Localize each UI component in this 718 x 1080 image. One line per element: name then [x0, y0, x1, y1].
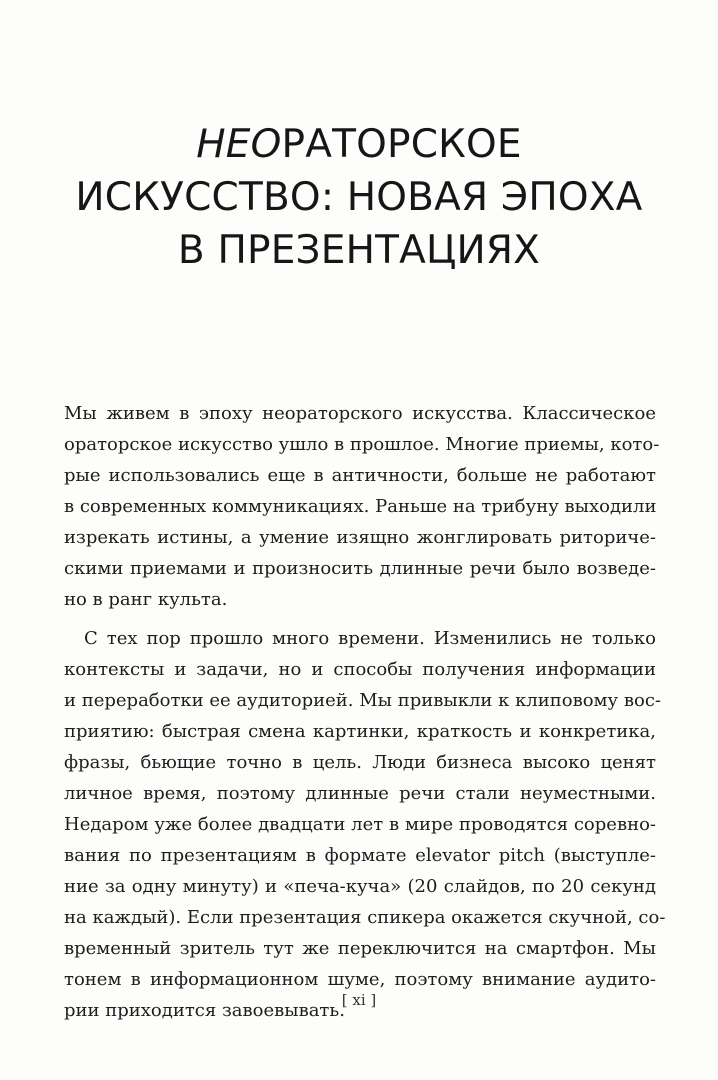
paragraph-1: [64, 398, 660, 615]
paragraph-2: [64, 623, 666, 1026]
text-line: ние за одну минуту) и «печа-куча» (20 слайдов, по 20 секунд: [64, 876, 656, 897]
chapter-title-line-1: [40, 118, 678, 171]
text-line: личное время, поэтому длинные речи стали неуместными.: [64, 783, 656, 804]
text-line: и переработки ее аудиторией. Мы привыкли к клиповому вос-: [64, 690, 661, 711]
text-line: изрекать истины, а умение изящно жонглировать риториче-: [64, 527, 656, 548]
text-line: рии приходится завоевывать.: [64, 1000, 345, 1021]
chapter-title-line-2: ИСКУССТВО: НОВАЯ ЭПОХА: [75, 175, 643, 220]
text-line: Недаром уже более двадцати лет в мире проводятся соревно-: [64, 814, 656, 835]
page-number: [ xi ]: [341, 991, 377, 1009]
text-line: контексты и задачи, но и способы получения информации: [64, 659, 656, 680]
text-line: временный зритель тут же переключится на смартфон. Мы: [64, 938, 656, 959]
text-line: на каждый). Если презентация спикера окажется скучной, со-: [64, 907, 666, 928]
text-line: но в ранг культа.: [64, 589, 228, 610]
chapter-title-line-1-rest: РАТОРСКОЕ: [281, 122, 522, 167]
text-line: вания по презентациям в формате elevator pitch (выступле-: [64, 845, 656, 866]
text-line: тонем в информационном шуме, поэтому внимание аудито-: [64, 969, 656, 990]
chapter-title-line-3: В ПРЕЗЕНТАЦИЯХ: [177, 228, 541, 273]
text-line: скими приемами и произносить длинные речи было возведе-: [64, 558, 656, 579]
body-text: [64, 398, 666, 1026]
text-line: в современных коммуникациях. Раньше на трибуну выходили: [64, 496, 657, 517]
chapter-title: [40, 118, 678, 277]
text-line: Мы живем в эпоху неораторского искусства. Классическое: [64, 403, 656, 424]
chapter-title-italic-prefix: НЕО: [196, 122, 282, 167]
text-line: приятию: быстрая смена картинки, краткость и конкретика,: [64, 721, 656, 742]
text-line: ораторское искусство ушло в прошлое. Многие приемы, кото-: [64, 434, 660, 455]
text-line: рые использовались еще в античности, больше не работают: [64, 465, 656, 486]
text-line: фразы, бьющие точно в цель. Люди бизнеса высоко ценят: [64, 752, 656, 773]
text-line: С тех пор прошло много времени. Изменились не только: [84, 628, 656, 649]
